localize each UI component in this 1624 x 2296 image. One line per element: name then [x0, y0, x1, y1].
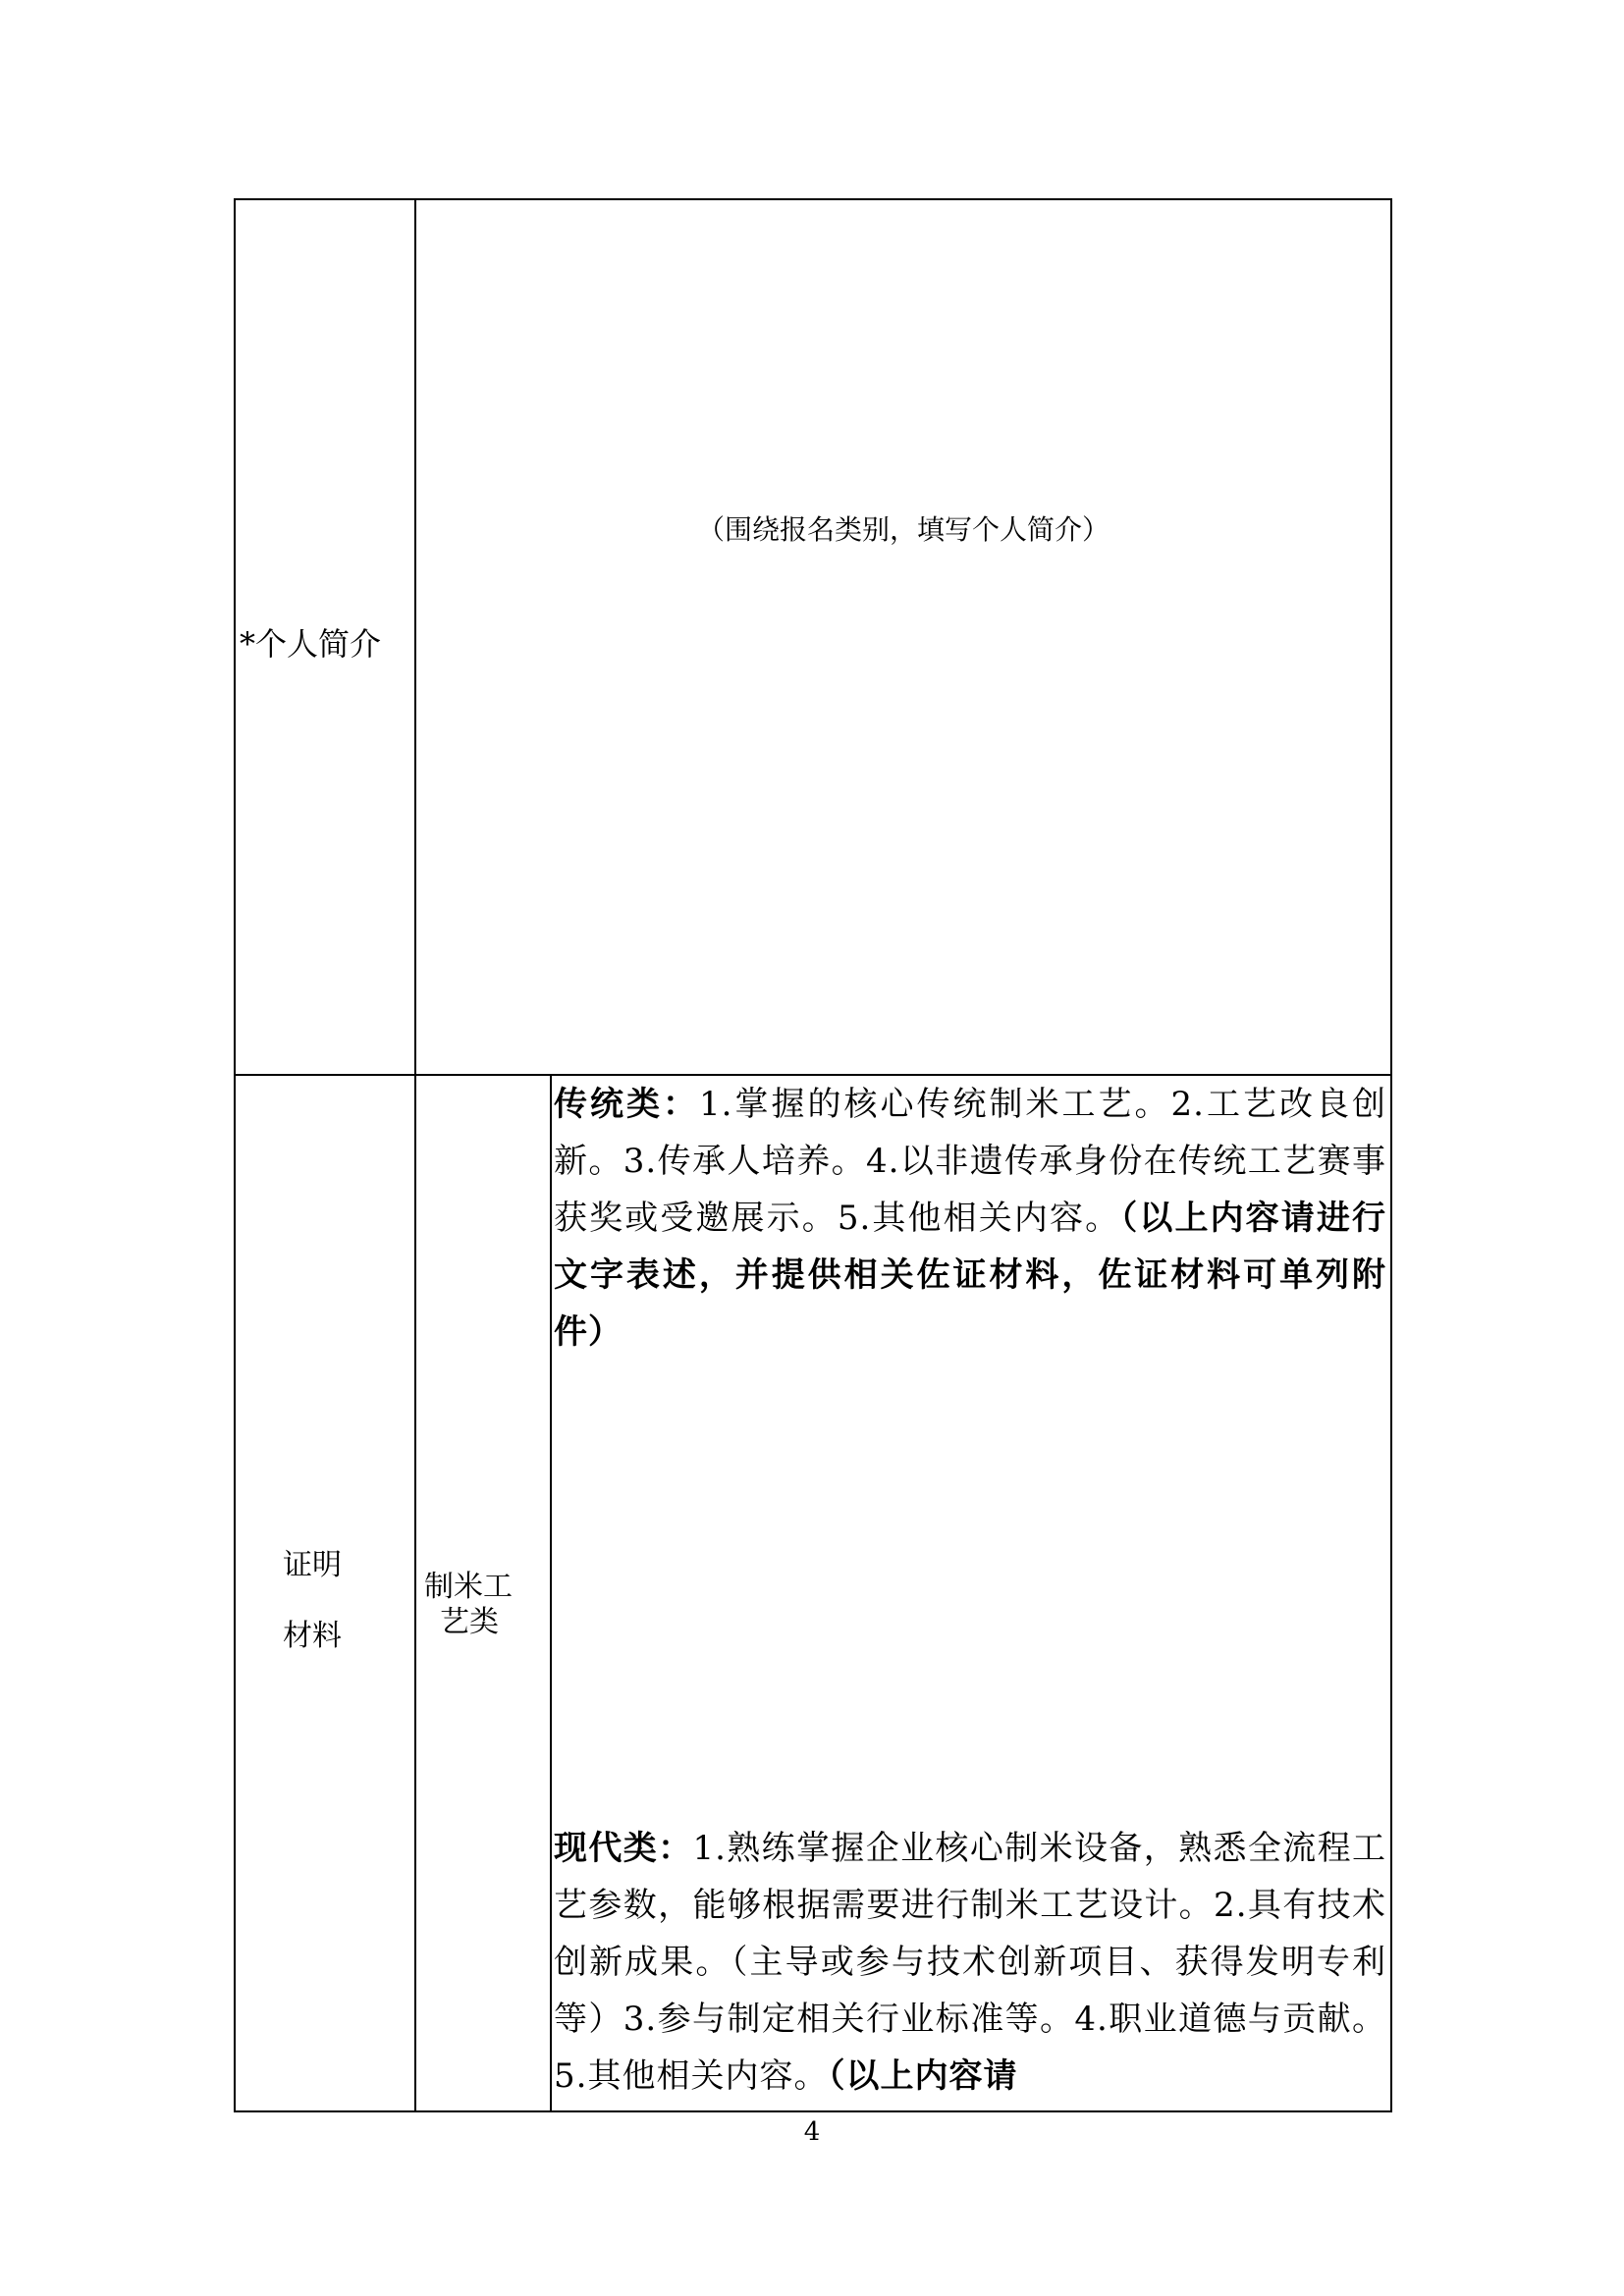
modern-heading: 现代类： — [554, 1829, 693, 1868]
table-bottom-border — [234, 2110, 1392, 2112]
modern-body: 1.熟练掌握企业核心制米设备，熟悉全流程工艺参数，能够根据需要进行制米工艺设计。2.具有技术创新成果。（主导或参与技术创新项目、获得发明专利等）3.参与制定相关行业标准等。4.职业道德与贡献。5.其他相关内容。 — [554, 1829, 1386, 2096]
page-number: 4 — [803, 2117, 821, 2147]
evidence-label-line1: 证明 — [283, 1548, 342, 1582]
traditional-heading: 传统类： — [554, 1085, 700, 1124]
table-left-border — [234, 198, 236, 2112]
traditional-note: （以上内容请进行文字表述，并提供相关佐证材料，佐证材料可单列附件） — [554, 1199, 1386, 1352]
evidence-label-line2: 材料 — [283, 1619, 342, 1653]
profile-label: *个人简介 — [240, 625, 382, 663]
category-column-divider — [550, 1074, 552, 2112]
profile-hint: （围绕报名类别，填写个人简介） — [696, 513, 1110, 546]
category-label-line1: 制米工 — [424, 1570, 513, 1604]
table-top-border — [234, 198, 1392, 200]
table-right-border — [1390, 198, 1392, 2112]
modern-note: （以上内容请 — [828, 2056, 1018, 2096]
category-label-line2: 艺类 — [440, 1605, 499, 1639]
label-column-divider — [414, 198, 416, 2112]
traditional-body: 1.掌握的核心传统制米工艺。2.工艺改良创新。3.传承人培养。4.以非遗传承身份在传统工艺赛事获奖或受邀展示。5.其他相关内容。 — [554, 1085, 1386, 1238]
traditional-paragraph — [554, 1076, 1386, 1361]
modern-paragraph — [554, 1820, 1386, 2105]
